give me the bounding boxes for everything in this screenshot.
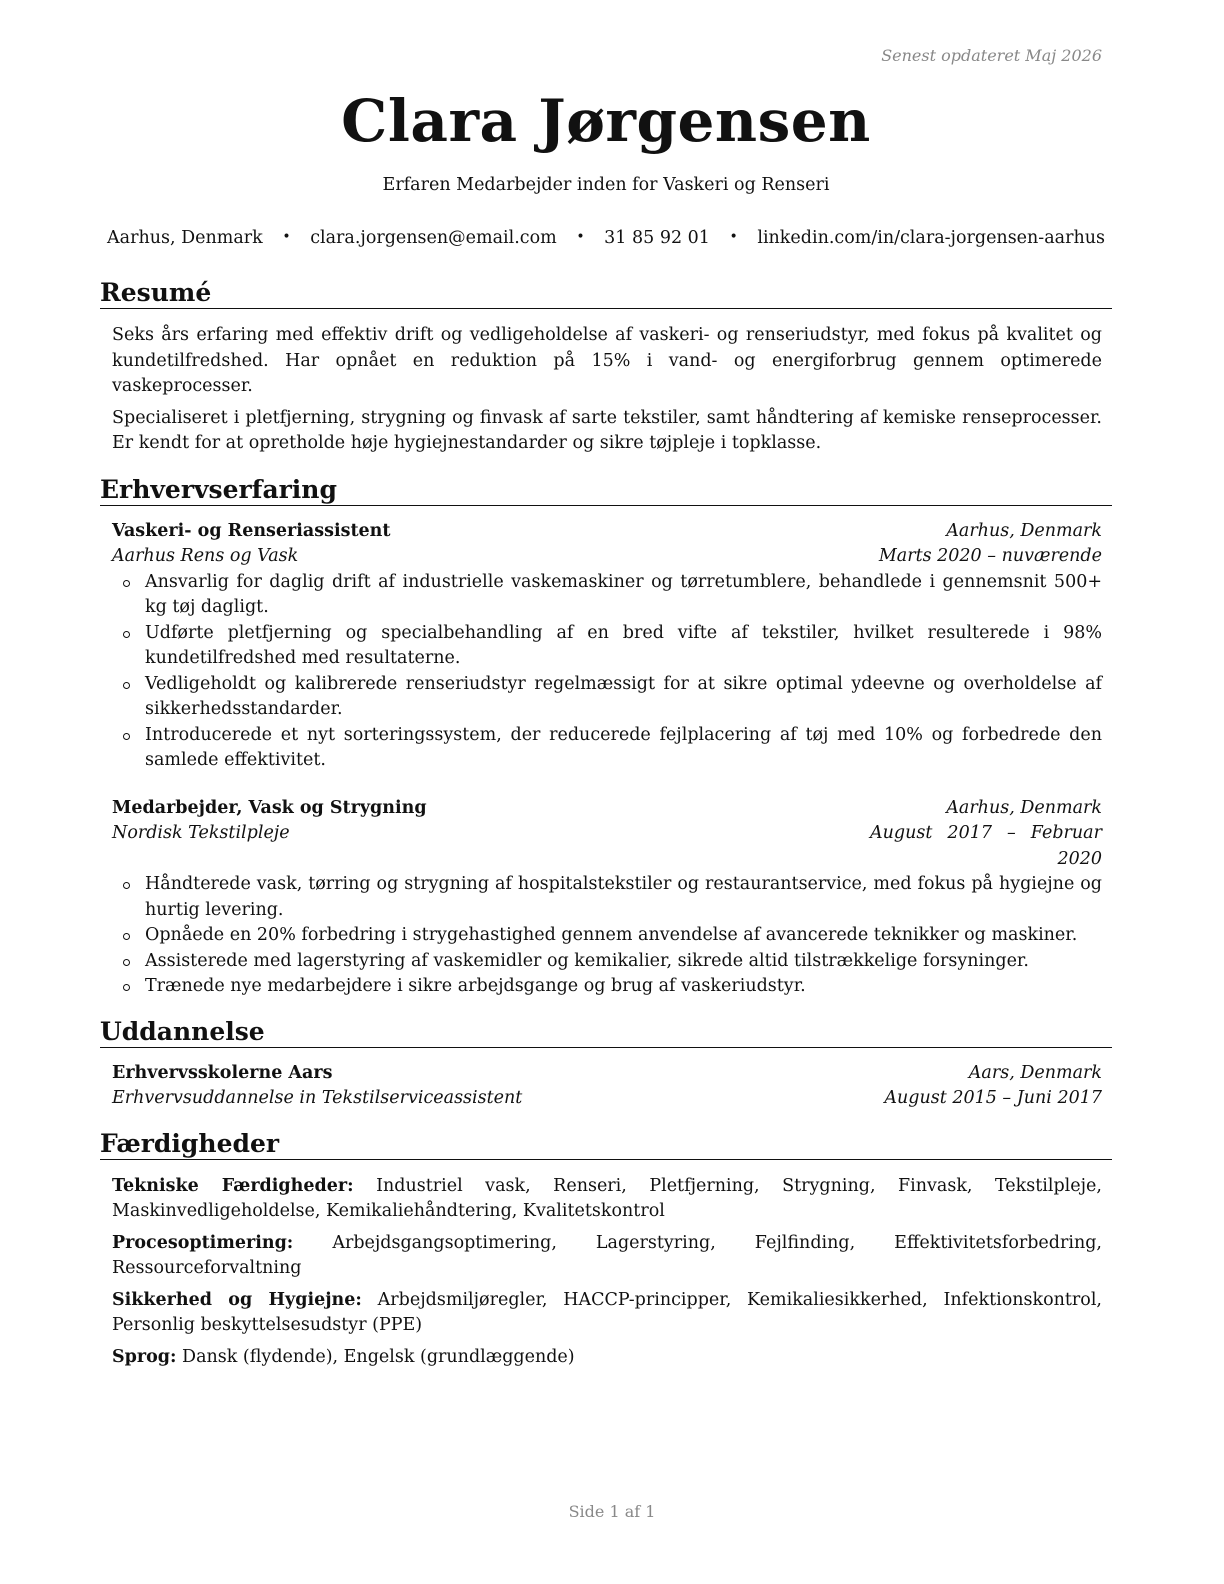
degree: Erhvervsuddannelse in Tekstilserviceassistent: [112, 1088, 523, 1108]
contact-linkedin[interactable]: linkedin.com/in/clara-jorgensen-aarhus: [757, 228, 1105, 248]
skill-text: Industriel vask, Renseri, Pletfjerning, Strygning, Finvask, Tekstilpleje, Maskinvedligeholdelse, Kemikaliehåndtering, Kvalitetskontrol: [112, 1175, 1102, 1221]
job-dates: Marts 2020 – nuværende: [878, 546, 1102, 566]
skills-section: [100, 1129, 1112, 1371]
skill-group: [112, 1288, 1102, 1339]
skill-group: [112, 1174, 1102, 1225]
job-role: Medarbejder, Vask og Strygning: [112, 797, 427, 818]
section-title-skills: Færdigheder: [100, 1129, 1112, 1160]
list-item: Opnåede en 20% forbedring i strygehastighed gennem anvendelse af avancerede teknikker og maskiner.: [145, 923, 1102, 949]
list-item: Assisterede med lagerstyring af vaskemidler og kemikalier, sikrede altid tilstrækkelige forsyninger.: [145, 949, 1102, 975]
school-location: Aars, Denmark: [968, 1062, 1102, 1083]
last-updated: Senest opdateret Maj 2026: [881, 46, 1102, 65]
contact-line: [100, 226, 1112, 249]
skill-label: Sikkerhed og Hygiejne:: [112, 1289, 362, 1310]
job-dates: August 2017 – Februar 2020: [870, 823, 1102, 869]
page-footer: Side 1 af 1: [568, 1502, 656, 1521]
separator-dot: •: [576, 229, 585, 245]
job-bullets: [112, 570, 1102, 774]
section-title-experience: Erhvervserfaring: [100, 475, 1112, 506]
experience-section: [100, 475, 1112, 1000]
list-item: Trænede nye medarbejdere i sikre arbejdsgange og brug af vaskeriudstyr.: [145, 974, 1102, 1000]
contact-phone[interactable]: 31 85 92 01: [604, 228, 710, 248]
education-section: [100, 1017, 1112, 1112]
list-item: Håndterede vask, tørring og strygning af hospitalstekstiler og restaurantservice, med fokus på hygiejne og hurtig levering.: [145, 872, 1102, 923]
skill-group: [112, 1345, 1102, 1371]
separator-dot: •: [729, 229, 738, 245]
skill-text: Dansk (flydende), Engelsk (grundlæggende): [182, 1346, 575, 1367]
job-company: Aarhus Rens og Vask: [112, 546, 299, 566]
section-title-summary: Resumé: [100, 278, 1112, 309]
separator-dot: •: [282, 229, 291, 245]
list-item: Vedligeholdt og kalibrerede renseriudstyr regelmæssigt for at sikre optimal ydeevne og overholdelse af sikkerhedsstandarder.: [145, 672, 1102, 723]
contact-email[interactable]: clara.jorgensen@email.com: [310, 228, 557, 248]
section-title-education: Uddannelse: [100, 1017, 1112, 1048]
job-entry: [112, 519, 1102, 774]
list-item: Ansvarlig for daglig drift af industrielle vaskemaskiner og tørretumblere, behandlede i gennemsnit 500+ kg tøj dagligt.: [145, 570, 1102, 621]
list-item: Udførte pletfjerning og specialbehandling af en bred vifte af tekstiler, hvilket resulterede i 98% kundetilfredshed med resultaterne.: [145, 621, 1102, 672]
school-name: Erhvervsskolerne Aars: [112, 1062, 333, 1083]
headline: Erfaren Medarbejder inden for Vaskeri og Renseri: [382, 175, 830, 195]
skill-label: Procesoptimering:: [112, 1232, 294, 1253]
list-item: Introducerede et nyt sorteringssystem, der reducerede fejlplacering af tøj med 10% og forbedrede den samlede effektivitet.: [145, 723, 1102, 774]
job-location: Aarhus, Denmark: [946, 797, 1102, 818]
skill-label: Tekniske Færdigheder:: [112, 1175, 354, 1196]
job-company: Nordisk Tekstilpleje: [112, 823, 290, 843]
job-location: Aarhus, Denmark: [946, 520, 1102, 541]
skill-text: Arbejdsmiljøregler, HACCP-principper, Kemikaliesikkerhed, Infektionskontrol, Personlig beskyttelsesudstyr (PPE): [112, 1289, 1102, 1335]
job-bullets: [112, 872, 1102, 1000]
summary-section: [100, 278, 1112, 457]
education-entry: [112, 1061, 1102, 1112]
job-entry: [112, 796, 1102, 1000]
skill-text: Arbejdsgangsoptimering, Lagerstyring, Fejlfinding, Effektivitetsforbedring, Ressourceforvaltning: [112, 1232, 1102, 1278]
contact-location: Aarhus, Denmark: [107, 228, 263, 248]
candidate-name: Clara Jørgensen: [341, 87, 871, 155]
education-dates: August 2015 – Juni 2017: [884, 1088, 1102, 1108]
job-role: Vaskeri- og Renseriassistent: [112, 520, 391, 541]
skill-group: [112, 1231, 1102, 1282]
skill-label: Sprog:: [112, 1346, 177, 1367]
summary-paragraph: Specialiseret i pletfjerning, strygning og finvask af sarte tekstiler, samt håndtering af kemiske renseprocesser. Er kendt for at opretholde høje hygiejnestandarder og sikre tøjpleje i topklasse.: [112, 407, 1102, 453]
summary-paragraph: Seks års erfaring med effektiv drift og vedligeholdelse af vaskeri- og renseriudstyr, med fokus på kvalitet og kundetilfredshed. Har opnået en reduktion på 15% i vand- og energiforbrug gennem optimerede vaskeprocesser.: [112, 325, 1102, 396]
